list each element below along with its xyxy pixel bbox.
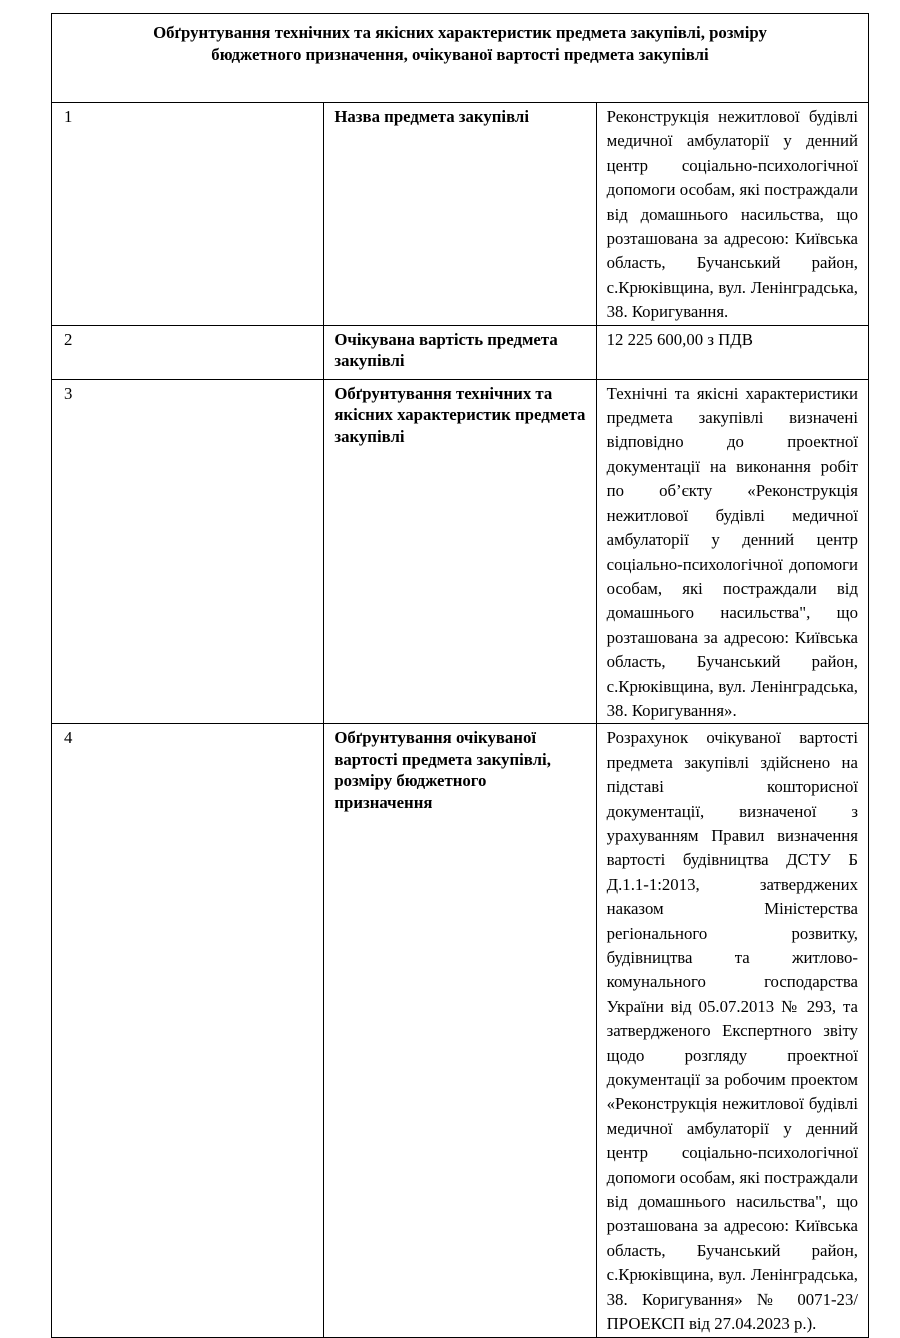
table-row (52, 103, 869, 326)
table-row (52, 325, 869, 379)
row-value: Реконструкція нежитлової будівлі медичної амбулаторії у денний центр соціально-психологічної допомоги особам, які постраждали від домашнього насильства, що розташована за адресою: Київська область, Бучанський район, с.Крюківщина, вул. Ленінградська, 38. Коригування. (596, 103, 868, 326)
table-header-row (52, 14, 869, 103)
table-title (52, 14, 869, 103)
row-label: Очікувана вартість предмета закупівлі (324, 325, 596, 379)
row-label: Назва предмета закупівлі (324, 103, 596, 326)
row-value: Технічні та якісні характеристики предмета закупівлі визначені відповідно до проектної документації на виконання робіт по об’єкту «Реконструкція нежитлової будівлі медичної амбулаторії у денний центр соціально-психологічної допомоги особам, які постраждали від домашнього насильства", що розташована за адресою: Київська область, Бучанський район, с.Крюківщина, вул. Ленінградська, 38. Коригування». (596, 379, 868, 724)
row-number: 4 (52, 724, 324, 1337)
table-title-line-1: Обґрунтування технічних та якісних характеристик предмета закупівлі, розміру (153, 23, 767, 42)
table-row (52, 724, 869, 1337)
row-label: Обґрунтування очікуваної вартості предмета закупівлі, розміру бюджетного призначення (324, 724, 596, 1337)
row-value: Розрахунок очікуваної вартості предмета закупівлі здійснено на підставі кошторисної документації, визначеної з урахуванням Правил визначення вартості будівництва ДСТУ Б Д.1.1-1:2013, затверджених наказом Міністерства регіонального розвитку, будівництва та житлово-комунального господарства України від 05.07.2013 № 293, та затвердженого Експертного звіту щодо розгляду проектної документації за робочим проектом «Реконструкція нежитлової будівлі медичної амбулаторії у денний центр соціально-психологічної допомоги особам, які постраждали від домашнього насильства", що розташована за адресою: Київська область, Бучанський район, с.Крюківщина, вул. Ленінградська, 38. Коригування» № 0071-23/ПРОЕКСП від 27.04.2023 р.). (596, 724, 868, 1337)
row-number: 2 (52, 325, 324, 379)
row-value: 12 225 600,00 з ПДВ (596, 325, 868, 379)
table-row (52, 379, 869, 724)
row-number: 1 (52, 103, 324, 326)
row-label: Обґрунтування технічних та якісних характеристик предмета закупівлі (324, 379, 596, 724)
table-title-line-2: бюджетного призначення, очікуваної вартості предмета закупівлі (211, 45, 709, 64)
row-number: 3 (52, 379, 324, 724)
justification-table (51, 13, 869, 1338)
